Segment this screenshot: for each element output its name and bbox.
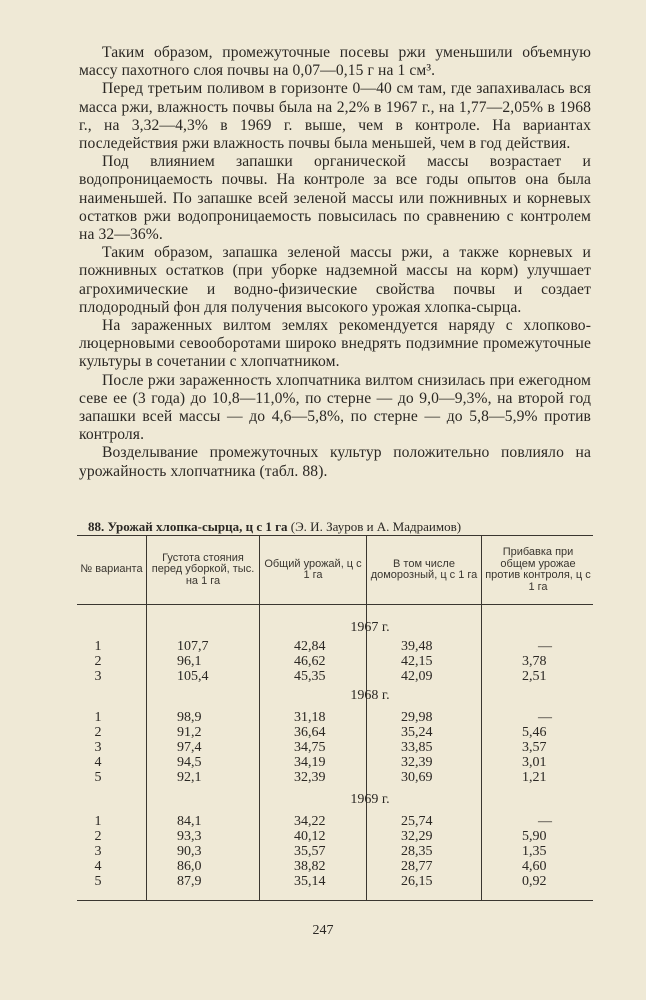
cell-density: 94,5 <box>177 755 202 770</box>
cell-increase: 5,46 <box>522 725 547 740</box>
header-total-yield: Общий урожай, ц с 1 га <box>264 557 362 581</box>
cell-total: 35,57 <box>294 844 326 859</box>
cell-variant: 3 <box>94 844 102 859</box>
cell-increase: — <box>538 639 552 654</box>
paragraph: Таким образом, промежуточные посевы ржи уменьшили объемную массу пахотного слоя почвы на 0,07—0,15 г на 1 см³. <box>79 44 591 80</box>
cell-variant: 1 <box>94 814 102 829</box>
cell-variant: 1 <box>94 710 102 725</box>
cell-total: 38,82 <box>294 859 326 874</box>
cell-prefrost: 25,74 <box>401 814 433 829</box>
cell-variant: 4 <box>94 859 102 874</box>
table-row <box>77 741 593 755</box>
cell-prefrost: 39,48 <box>401 639 433 654</box>
cell-increase: 1,21 <box>522 770 547 785</box>
cell-density: 87,9 <box>177 874 202 889</box>
header-prefrost-yield: В том числе доморозный, ц с 1 га <box>370 557 478 581</box>
cell-increase: 3,57 <box>522 740 547 755</box>
cell-total: 35,14 <box>294 874 326 889</box>
cell-total: 32,39 <box>294 770 326 785</box>
header-divider <box>77 604 593 605</box>
year-label: 1968 г. <box>350 688 390 703</box>
table-row <box>77 726 593 740</box>
header-variant: № варианта <box>80 563 143 576</box>
paragraph: Перед третьим поливом в горизонте 0—40 см там, где запахивалась вся масса ржи, влажность почвы была на 2,2% в 1967 г., на 1,77—2,05% в 1968 г., на 3,32—4,3% в 1969 г. выше, чем в контроле. На вариантах последействия ржи влажность почвы была меньшей, чем в год действия. <box>79 80 591 153</box>
paragraph: Под влиянием запашки органической массы возрастает и водопроницаемость почвы. На контроле за все годы опытов она была наименьшей. По запашке всей зеленой массы или пожнивных и корневых остатков ржи водопроницаемость повысилась по сравнению с контролем на 32—36%. <box>79 153 591 244</box>
table-row <box>77 771 593 785</box>
cell-density: 96,1 <box>177 654 202 669</box>
cell-prefrost: 28,35 <box>401 844 433 859</box>
cell-density: 93,3 <box>177 829 202 844</box>
cell-total: 34,19 <box>294 755 326 770</box>
paragraph: Таким образом, запашка зеленой массы ржи, а также корневых и пожнивных остатков (при уборке надземной массы на корм) улучшает агрохимические и водно-физические свойства почвы и создает плодородный фон для получения высокого урожая хлопка-сырца. <box>79 244 591 316</box>
table-caption-title: 88. Урожай хлопка-сырца, ц с 1 га <box>88 519 288 534</box>
cell-increase: 0,92 <box>522 874 547 889</box>
cell-prefrost: 26,15 <box>401 874 433 889</box>
table-row <box>77 756 593 770</box>
cell-density: 92,1 <box>177 770 202 785</box>
table-row <box>77 815 593 829</box>
year-label: 1969 г. <box>350 792 390 807</box>
page-number: 247 <box>312 923 334 938</box>
cell-prefrost: 33,85 <box>401 740 433 755</box>
paragraph: На зараженных вилтом землях рекомендуется наряду с хлопково-люцерновыми севооборотами широко внедрять подзимние промежуточные культуры в сочетании с хлопчатником. <box>79 317 591 371</box>
cell-density: 90,3 <box>177 844 202 859</box>
cell-increase: 3,78 <box>522 654 547 669</box>
cell-total: 36,64 <box>294 725 326 740</box>
cell-total: 45,35 <box>294 669 326 684</box>
cell-variant: 1 <box>94 639 102 654</box>
cell-density: 105,4 <box>177 669 209 684</box>
cell-density: 91,2 <box>177 725 202 740</box>
table-row <box>77 711 593 725</box>
cell-density: 97,4 <box>177 740 202 755</box>
cell-prefrost: 28,77 <box>401 859 433 874</box>
cell-total: 40,12 <box>294 829 326 844</box>
paragraph: Возделывание промежуточных культур положительно повлияло на урожайность хлопчатника (табл. 88). <box>79 444 591 480</box>
paragraph: После ржи зараженность хлопчатника вилтом снизилась при ежегодном севе ее (3 года) до 10,8—11,0%, по стерне — до 9,0—9,3%, на второй год запашки всей массы — до 4,6—5,8%, по стерне — до 5,8—5,9% против контроля. <box>79 371 591 444</box>
cell-prefrost: 35,24 <box>401 725 433 740</box>
year-label: 1967 г. <box>350 620 390 635</box>
cell-density: 98,9 <box>177 710 202 725</box>
cell-increase: — <box>538 814 552 829</box>
cell-variant: 5 <box>94 874 102 889</box>
body-text <box>79 44 591 481</box>
cell-prefrost: 30,69 <box>401 770 433 785</box>
cell-increase: 2,51 <box>522 669 547 684</box>
cell-density: 107,7 <box>177 639 209 654</box>
cell-variant: 3 <box>94 669 102 684</box>
cell-variant: 2 <box>94 725 102 740</box>
header-yield-increase: Прибавка при общем урожае против контроля, ц с 1 га <box>485 546 591 593</box>
cell-increase: — <box>538 710 552 725</box>
table-row <box>77 655 593 669</box>
cell-increase: 1,35 <box>522 844 547 859</box>
cell-prefrost: 42,09 <box>401 669 433 684</box>
cell-total: 46,62 <box>294 654 326 669</box>
cell-total: 31,18 <box>294 710 326 725</box>
cell-total: 42,84 <box>294 639 326 654</box>
cell-variant: 3 <box>94 740 102 755</box>
cell-total: 34,22 <box>294 814 326 829</box>
cell-total: 34,75 <box>294 740 326 755</box>
table-row <box>77 845 593 859</box>
cell-increase: 3,01 <box>522 755 547 770</box>
cell-prefrost: 29,98 <box>401 710 433 725</box>
table-row <box>77 670 593 684</box>
cell-variant: 2 <box>94 654 102 669</box>
table-caption-authors: (Э. И. Зауров и А. Мадраимов) <box>287 519 462 534</box>
cell-variant: 4 <box>94 755 102 770</box>
cell-density: 84,1 <box>177 814 202 829</box>
cell-variant: 5 <box>94 770 102 785</box>
cell-increase: 5,90 <box>522 829 547 844</box>
header-density: Густота стояния перед уборкой, тыс. на 1 га <box>151 551 255 587</box>
cell-prefrost: 32,29 <box>401 829 433 844</box>
cell-increase: 4,60 <box>522 859 547 874</box>
table-row <box>77 875 593 889</box>
cell-prefrost: 42,15 <box>401 654 433 669</box>
cell-variant: 2 <box>94 829 102 844</box>
cell-prefrost: 32,39 <box>401 755 433 770</box>
yield-table <box>77 535 593 901</box>
table-row <box>77 640 593 654</box>
cell-density: 86,0 <box>177 859 202 874</box>
table-caption <box>88 519 608 535</box>
table-row <box>77 830 593 844</box>
table-row <box>77 860 593 874</box>
